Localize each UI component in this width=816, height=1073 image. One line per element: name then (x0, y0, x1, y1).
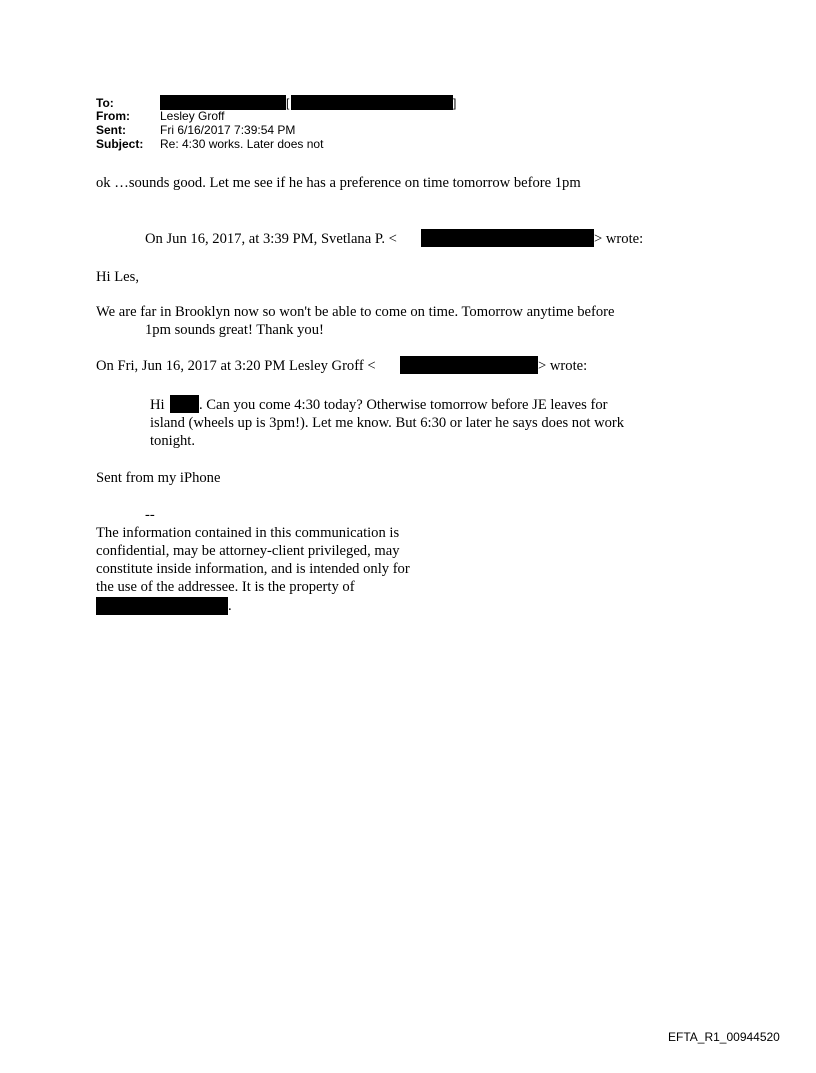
disclaimer-dashes: -- (145, 507, 155, 523)
quote1-body-line2: 1pm sounds great! Thank you! (145, 322, 324, 338)
redaction-to-email (291, 95, 453, 110)
disclaimer-line1: The information contained in this communication is (96, 525, 400, 541)
reply-text: ok …sounds good. Let me see if he has a preference on time tomorrow before 1pm (96, 175, 581, 191)
quote1-body-line1: We are far in Brooklyn now so won't be able to come on time. Tomorrow anytime before (96, 304, 615, 320)
redaction-lesley-email (400, 356, 538, 374)
quote2-intro-suffix: > wrote: (538, 358, 588, 374)
from-label: From: (96, 109, 130, 123)
redaction-svetlana-email (421, 229, 594, 247)
signature: Sent from my iPhone (96, 470, 221, 486)
to-bracket-open: [ (286, 96, 290, 110)
from-value: Lesley Groff (160, 109, 225, 123)
quote2-hi: Hi (150, 397, 165, 413)
document-id: EFTA_R1_00944520 (668, 1030, 780, 1044)
sent-value: Fri 6/16/2017 7:39:54 PM (160, 123, 296, 137)
quote1-intro-suffix: > wrote: (594, 231, 644, 247)
subject-label: Subject: (96, 137, 144, 151)
disclaimer-line3: constitute inside information, and is intended only for (96, 561, 410, 577)
quote2-intro-prefix: On Fri, Jun 16, 2017 at 3:20 PM Lesley Groff < (96, 358, 376, 374)
to-label: To: (96, 96, 114, 110)
quote2-line1: . Can you come 4:30 today? Otherwise tomorrow before JE leaves for (199, 397, 608, 413)
sent-label: Sent: (96, 123, 126, 137)
subject-value: Re: 4:30 works. Later does not (160, 137, 324, 151)
redaction-to-name (160, 95, 286, 110)
redaction-company-name (96, 597, 228, 615)
to-bracket-close: ] (453, 96, 457, 110)
quote2-line3: tonight. (150, 433, 195, 449)
redaction-recipient-name (170, 395, 199, 413)
quote1-greeting: Hi Les, (96, 269, 139, 285)
disclaimer-end-period: . (228, 598, 232, 614)
quote2-line2: island (wheels up is 3pm!). Let me know. But 6:30 or later he says does not work (150, 415, 625, 431)
quote1-intro-prefix: On Jun 16, 2017, at 3:39 PM, Svetlana P. < (145, 231, 397, 247)
disclaimer-line4: the use of the addressee. It is the property of (96, 579, 355, 595)
disclaimer-line2: confidential, may be attorney-client privileged, may (96, 543, 400, 559)
